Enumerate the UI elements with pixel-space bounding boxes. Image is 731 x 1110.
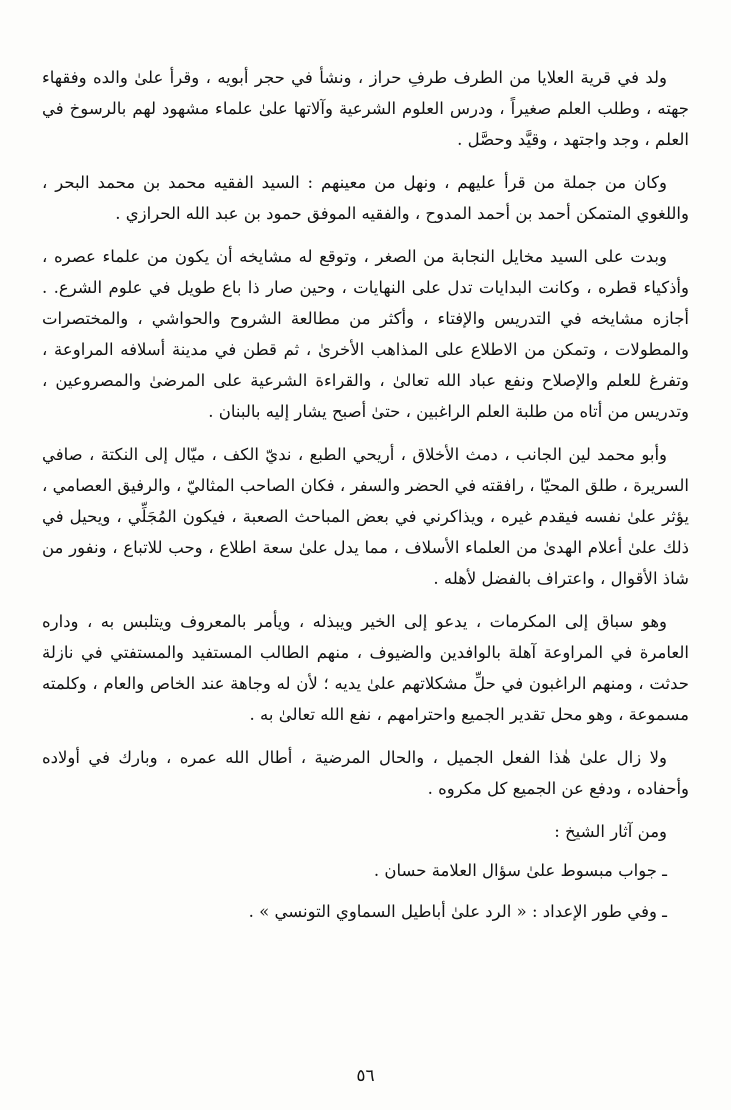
page-number: ٥٦ [356,1066,375,1086]
paragraph-teachers: وكان من جملة من قرأ عليهم ، ونهل من معينهم : السيد الفقيه محمد بن محمد البحر ، واللغوي المتمكن أحمد بن أحمد المدوح ، والفقيه الموفق حمود بن عبد الله الحرازي . [42,173,689,223]
page-body [42,62,689,937]
paragraph-career: وبدت على السيد مخايل النجابة من الصغر ، وتوقع له مشايخه أن يكون من علماء عصره ، وأذكياء قطره ، وكانت البدايات تدل على النهايات ، وحين صار ذا باع طويل في علوم الشرع. . أجازه مشايخه في التدريس والإفتاء ، وأكثر من مطالعة الشروح والحواشي ، والمختصرات والمطولات ، وتمكن من الاطلاع على المذاهب الأخرىٰ ، ثم قطن في مدينة أسلافه المراوعة ، وتفرغ للعلم والإصلاح ونفع عباد الله تعالىٰ ، والقراءة الشرعية على المرضىٰ والمصروعين ، وتدريس من أتاه من طلبة العلم الراغبين ، حتىٰ أصبح يشار إليه بالبنان . [42,247,689,421]
paragraph-character: وأبو محمد لين الجانب ، دمث الأخلاق ، أريحي الطبع ، نديّ الكف ، ميّال إلى النكتة ، صافي السريرة ، طلق المحيّا ، رافقته في الحضر والسفر ، فكان الصاحب المثاليّ ، والرفيق العصامي ، يؤثر علىٰ نفسه فيقدم غيره ، ويذاكرني في بعض المباحث الصعبة ، فيكون المُجَلِّي ، ويحيل في ذلك علىٰ أعلام الهدىٰ من العلماء الأسلاف ، مما يدل علىٰ سعة اطلاع ، وحب للاتباع ، ونفور من شاذ الأقوال ، واعتراف بالفضل لأهله . [42,445,689,588]
paragraph-birth: ولد في قرية العلايا من الطرف طرفِ حراز ، ونشأ في حجر أبويه ، وقرأ علىٰ والده وفقهاء جهته ، وطلب العلم صغيراً ، ودرس العلوم الشرعية وآلاتها علىٰ علماء مشهود لهم بالرسوخ في العلم ، وجد واجتهد ، وقيَّد وحصَّل . [42,68,689,149]
works-item: ـ وفي طور الإعداد : « الرد علىٰ أباطيل السماوي التونسي » . [248,902,667,921]
works-item: ـ جواب مبسوط علىٰ سؤال العلامة حسان . [373,861,667,880]
paragraph-generosity: وهو سباق إلى المكرمات ، يدعو إلى الخير ويبذله ، ويأمر بالمعروف ويتلبس به ، وداره العامرة في المراوعة آهلة بالوافدين والضيوف ، منهم الطالب المستفيد والمستفتي في نازلة حدثت ، ومنهم الراغبون في حلِّ مشكلاتهم علىٰ يديه ؛ لأن له وجاهة عند الخاص والعام ، وكلمته مسموعة ، وهو محل تقدير الجميع واحترامهم ، نفع الله تعالىٰ به . [42,612,689,724]
paragraph-prayer: ولا زال علىٰ هٰذا الفعل الجميل ، والحال المرضية ، أطال الله عمره ، وبارك في أولاده وأحفاده ، ودفع عن الجميع كل مكروه . [42,748,689,798]
works-heading: ومن آثار الشيخ : [554,822,667,841]
